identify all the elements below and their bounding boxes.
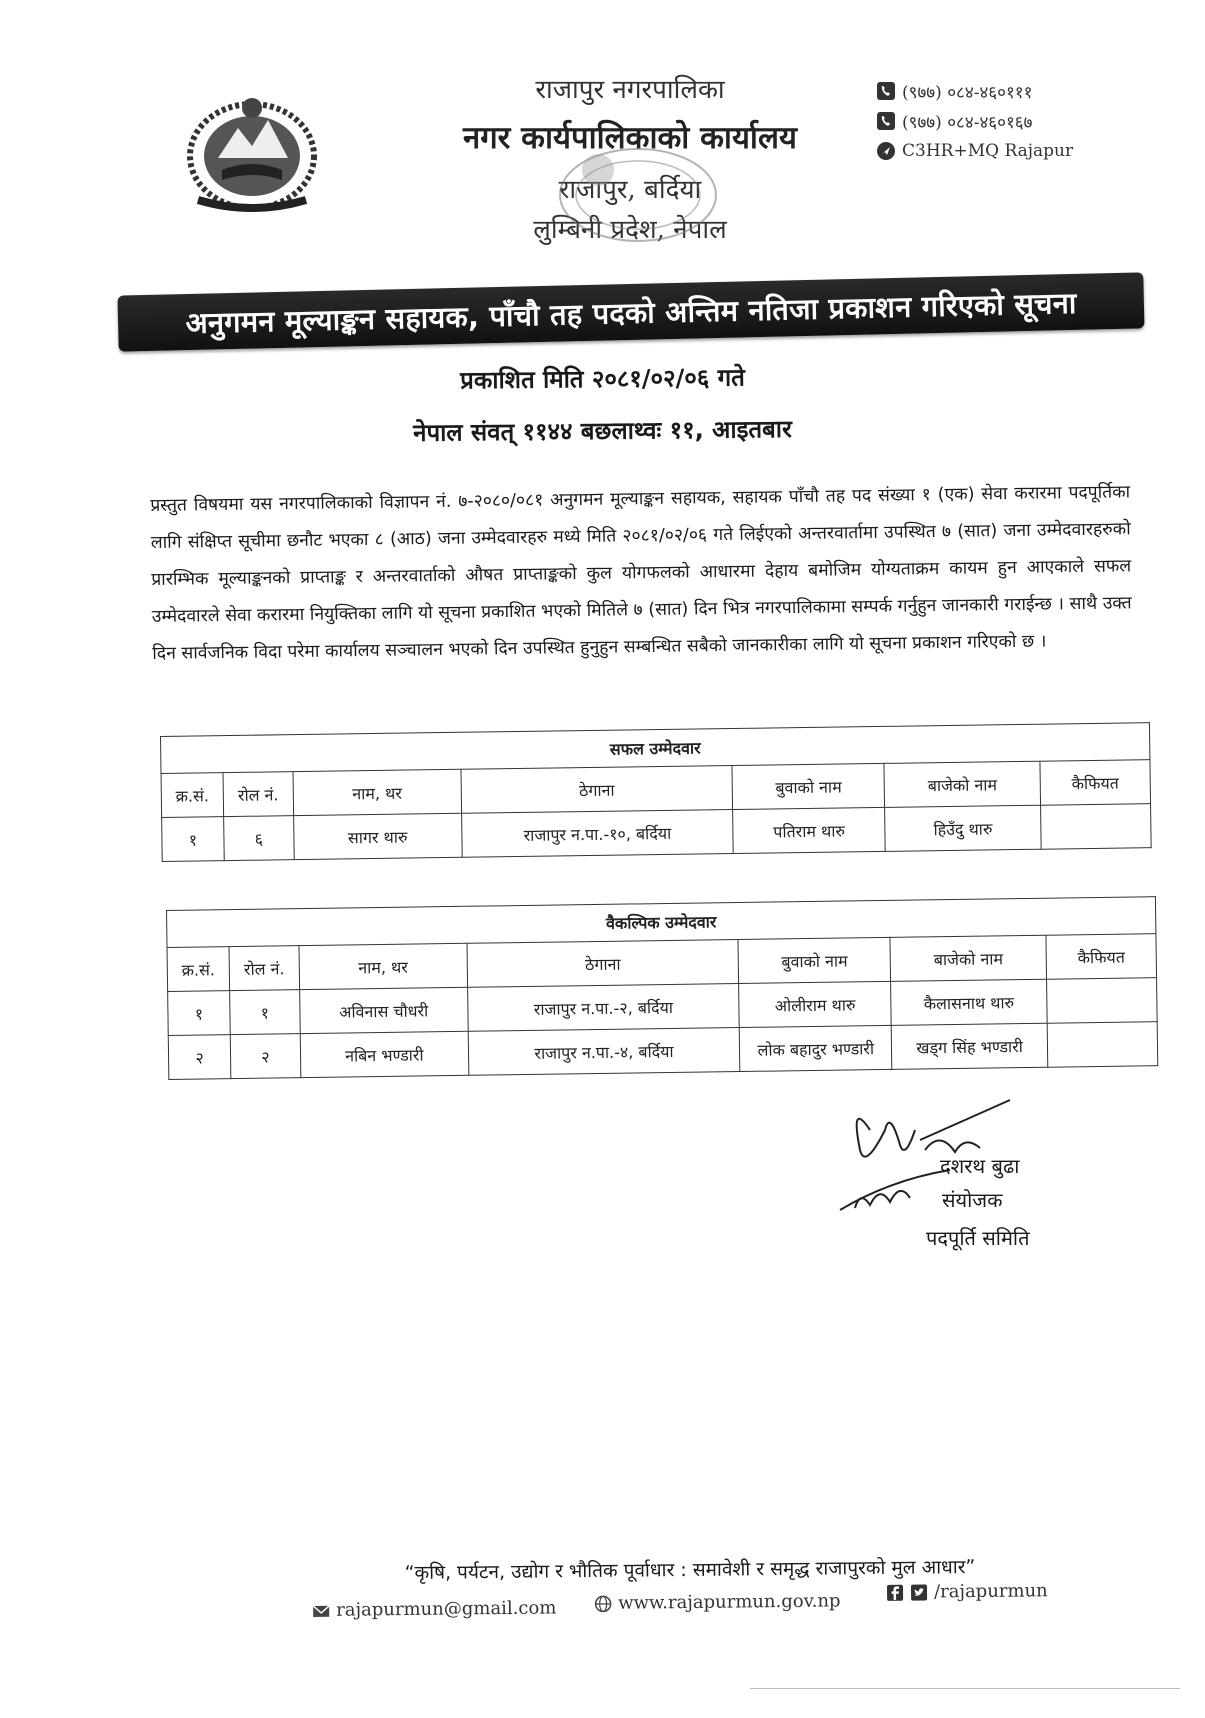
column-header: क्र.सं. bbox=[161, 773, 224, 818]
contact-phone-2 bbox=[876, 106, 1073, 136]
phone-icon bbox=[876, 111, 896, 131]
footer-divider bbox=[750, 1688, 1180, 1689]
table-cell: राजापुर न.पा.-१०, बर्दिया bbox=[461, 810, 733, 858]
published-date: प्रकाशित मिति २०८१/०२/०६ गते bbox=[460, 363, 745, 395]
globe-icon bbox=[594, 1594, 612, 1612]
notice-title: अनुगमन मूल्याङ्कन सहायक, पाँचौ तह पदको अन्तिम नतिजा प्रकाशन गरिएको सूचना bbox=[185, 285, 1077, 340]
successful-candidates-table bbox=[160, 722, 1152, 862]
table-cell: सागर थारु bbox=[294, 813, 462, 859]
table-cell: खड्ग सिंह भण्डारी bbox=[891, 1023, 1047, 1069]
column-header: रोल नं. bbox=[229, 946, 300, 991]
signatory-name: दशरथ बुढा bbox=[940, 1154, 1020, 1178]
column-header: रोल नं. bbox=[223, 772, 294, 817]
table-cell: ओलीराम थारु bbox=[739, 981, 891, 1027]
table-cell: राजापुर न.पा.-४, बर्दिया bbox=[468, 1028, 740, 1076]
office-stamp-icon bbox=[548, 140, 728, 250]
nepal-emblem-icon bbox=[178, 88, 326, 218]
footer-email-text[interactable]: rajapurmun@gmail.com bbox=[336, 1597, 557, 1621]
nepal-sambat-date: नेपाल संवत् ११४४ बछलाथ्वः ११, आइतबार bbox=[413, 415, 792, 447]
phone-icon bbox=[876, 81, 896, 101]
column-header: ठेगाना bbox=[467, 940, 739, 988]
table-cell: १ bbox=[230, 990, 301, 1035]
alternate-candidates-table bbox=[166, 896, 1158, 1080]
contact-phone-2-text: (९७७) ०८४-४६०१६७ bbox=[902, 112, 1033, 133]
column-header: बाजेको नाम bbox=[884, 761, 1040, 807]
table-cell: २ bbox=[230, 1034, 301, 1079]
table-cell: १ bbox=[162, 817, 225, 862]
table-cell bbox=[1047, 1022, 1158, 1068]
column-header: बुवाको नाम bbox=[732, 763, 884, 809]
table-cell: १ bbox=[168, 991, 231, 1036]
table-cell: राजापुर न.पा.-२, बर्दिया bbox=[467, 984, 739, 1032]
footer-contacts bbox=[312, 1580, 1072, 1621]
table-cell: हिउँदु थारु bbox=[885, 805, 1041, 851]
envelope-icon bbox=[312, 1601, 330, 1619]
contact-info bbox=[876, 76, 1073, 166]
office-name: नगर कार्यपालिकाको कार्यालय bbox=[463, 120, 797, 156]
contact-phone-1 bbox=[876, 76, 1073, 106]
table-cell bbox=[1047, 978, 1158, 1024]
footer-motto: “कृषि, पर्यटन, उद्योग र भौतिक पूर्वाधार : समावेशी र समृद्ध राजापुरको मुल आधार” bbox=[404, 1556, 976, 1584]
signatory-role: संयोजक bbox=[942, 1188, 1003, 1212]
table-cell: ६ bbox=[224, 816, 295, 861]
footer-email[interactable] bbox=[312, 1597, 556, 1621]
column-header: कैफियत bbox=[1046, 934, 1157, 980]
table-caption: वैकल्पिक उम्मेदवार bbox=[167, 897, 1156, 948]
footer-social[interactable] bbox=[886, 1580, 1048, 1603]
column-header: ठेगाना bbox=[461, 766, 733, 814]
table-caption: सफल उम्मेदवार bbox=[161, 723, 1150, 774]
table-cell: २ bbox=[168, 1035, 231, 1080]
office-province: लुम्बिनी प्रदेश, नेपाल bbox=[533, 215, 727, 245]
table-cell: नबिन भण्डारी bbox=[300, 1031, 468, 1077]
footer-social-text[interactable]: /rajapurmun bbox=[933, 1580, 1048, 1603]
signatory-committee: पदपूर्ति समिति bbox=[926, 1226, 1030, 1250]
facebook-icon bbox=[886, 1583, 904, 1601]
table-cell bbox=[1041, 804, 1152, 850]
notice-title-banner bbox=[117, 272, 1144, 351]
column-header: नाम, थर bbox=[293, 769, 461, 815]
municipality-name: राजापुर नगरपालिका bbox=[535, 75, 725, 105]
office-location: राजापुर, बर्दिया bbox=[558, 175, 702, 205]
column-header: बाजेको नाम bbox=[890, 935, 1046, 981]
column-header: क्र.सं. bbox=[167, 947, 230, 992]
notice-body: प्रस्तुत विषयमा यस नगरपालिकाको विज्ञापन नं. ७-२०८०/०८१ अनुगमन मूल्याङ्कन सहायक, सहायक पाँचौ तह पद संख्या १ (एक) सेवा करारमा पदपूर्तिका लागि संक्षिप्त सूचीमा छनौट भएका ८ (आठ) जना उम्मेदवारहरु मध्ये मिति २०८१/०२/०६ गते लिईएको अन्तरवार्तामा उपस्थित ७ (सात) जना उम्मेदवारहरुको प्रारम्भिक मूल्याङ्कनको प्राप्ताङ्क र अन्तरवार्ताको औषत प्राप्ताङ्कको कुल योगफलको आधारमा देहाय बमोजिम योग्यताक्रम कायम हुन आएकाले सफल उम्मेदवारले सेवा करारमा नियुक्तिका लागि यो सूचना प्रकाशित भएको मितिले ७ (सात) दिन भित्र नगरपालिकामा सम्पर्क गर्नुहुन जानकारी गराईन्छ । साथै उक्त दिन सार्वजनिक विदा परेमा कार्यालय सञ्चालन भएको दिन उपस्थित हुनुहुन सम्बन्धित सबैको जानकारीका लागि यो सूचना प्रकाशन गरिएको छ । bbox=[150, 482, 1132, 664]
table-cell: अविनास चौधरी bbox=[300, 987, 468, 1033]
footer-website-text[interactable]: www.rajapurmun.gov.np bbox=[618, 1590, 841, 1614]
footer-website[interactable] bbox=[594, 1590, 841, 1614]
column-header: नाम, थर bbox=[299, 943, 467, 989]
table-cell: कैलासनाथ थारु bbox=[891, 979, 1047, 1025]
column-header: कैफियत bbox=[1040, 760, 1151, 806]
contact-location-text: C3HR+MQ Rajapur bbox=[902, 141, 1074, 161]
contact-phone-1-text: (९७७) ०८४-४६०१११ bbox=[902, 82, 1033, 103]
location-pin-icon bbox=[876, 141, 896, 161]
table-cell: पतिराम थारु bbox=[733, 807, 885, 853]
column-header: बुवाको नाम bbox=[738, 937, 890, 983]
contact-location bbox=[876, 136, 1073, 166]
table-cell: लोक बहादुर भण्डारी bbox=[740, 1025, 892, 1071]
twitter-icon bbox=[910, 1583, 928, 1601]
